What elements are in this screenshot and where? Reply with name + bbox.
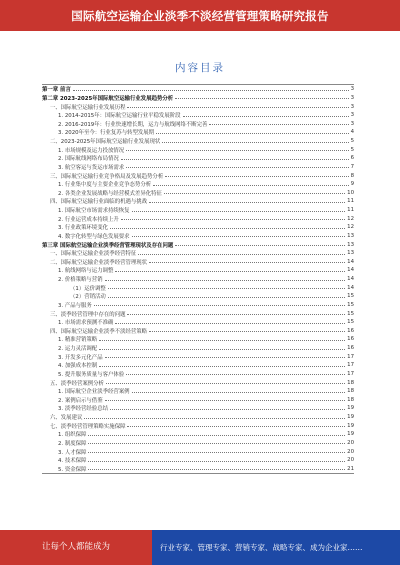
- toc-entry-page: 6: [350, 155, 354, 162]
- toc-entry-page: 7: [350, 163, 354, 170]
- toc-entry[interactable]: [42, 404, 354, 413]
- toc-entry-page: 18: [347, 396, 354, 403]
- toc-entry[interactable]: [42, 309, 354, 318]
- toc-entry[interactable]: [42, 94, 354, 103]
- table-of-contents: [42, 84, 354, 474]
- dot-leader: [162, 142, 348, 143]
- dot-leader: [126, 374, 345, 375]
- toc-entry-label: 二、2023-2025年国际航空运输行业发展现状: [42, 137, 161, 145]
- toc-entry-page: 14: [347, 258, 354, 265]
- toc-entry-label: 第一章 前言: [42, 87, 71, 94]
- toc-entry-label: 4. 数字化转型与绿色发展要求: [42, 232, 131, 240]
- toc-entry[interactable]: [42, 352, 354, 361]
- toc-entry-label: 一、国际航空运输企业淡季经营特征: [42, 249, 137, 257]
- toc-entry[interactable]: [42, 361, 354, 370]
- dot-leader: [138, 254, 345, 255]
- toc-entry-label: 三、淡季经营管理中存在的问题: [42, 310, 126, 318]
- dot-leader: [132, 236, 346, 237]
- report-title: 国际航空运输企业淡季不淡经营管理策略研究报告: [71, 9, 329, 23]
- dot-leader: [132, 211, 346, 212]
- toc-entry[interactable]: [42, 292, 354, 301]
- toc-entry-label: 2. 2016-2019年：行业快速增长期，运力与航线网络不断完善: [42, 120, 208, 128]
- toc-entry[interactable]: [42, 154, 354, 163]
- toc-entry-label: 六、发展建议: [42, 413, 83, 421]
- dot-leader: [175, 98, 348, 99]
- toc-entry-label: 4. 技术保障: [42, 456, 87, 464]
- toc-entry-label: 1. 国际航空市场需求持续恢复: [42, 206, 131, 214]
- dot-leader: [105, 400, 346, 401]
- toc-entry[interactable]: [42, 120, 354, 129]
- toc-entry-label: 3. 开发多元化产品: [42, 353, 104, 361]
- toc-entry[interactable]: [42, 387, 354, 396]
- toc-entry[interactable]: [42, 301, 354, 310]
- toc-entry[interactable]: [42, 465, 354, 474]
- toc-entry-label: 1. 国际航空企业淡季经营案例: [42, 387, 131, 395]
- dot-leader: [88, 443, 345, 444]
- toc-entry-page: 8: [350, 172, 354, 179]
- dot-leader: [110, 228, 345, 229]
- toc-entry[interactable]: [42, 223, 354, 232]
- dot-leader: [175, 245, 345, 246]
- toc-entry[interactable]: [42, 258, 354, 267]
- toc-entry-page: 19: [347, 405, 354, 412]
- toc-entry[interactable]: [42, 206, 354, 215]
- toc-entry-page: 3: [350, 103, 354, 110]
- toc-entry[interactable]: [42, 240, 354, 249]
- dot-leader: [106, 383, 345, 384]
- toc-entry[interactable]: [42, 370, 354, 379]
- toc-entry[interactable]: [42, 335, 354, 344]
- toc-entry-label: 3. 产品与服务: [42, 301, 93, 309]
- toc-entry-page: 11: [347, 198, 354, 205]
- dot-leader: [110, 409, 345, 410]
- toc-entry[interactable]: [42, 430, 354, 439]
- dot-leader: [99, 349, 345, 350]
- toc-entry-label: 七、淡季经营管理策略实施保障: [42, 422, 126, 430]
- toc-entry-label: 2. 各类企业发展战略与经营模式差异化特征: [42, 189, 163, 197]
- toc-entry[interactable]: [42, 180, 354, 189]
- toc-entry-page: 15: [347, 319, 354, 326]
- toc-entry[interactable]: [42, 439, 354, 448]
- toc-entry-label: 五、淡季经营案例分析: [42, 379, 105, 387]
- toc-entry-page: 15: [347, 310, 354, 317]
- toc-entry-page: 15: [347, 301, 354, 308]
- footer-slogan-right: 行业专家、管理专家、营销专家、战略专家、成为企业家……: [160, 543, 363, 552]
- toc-entry-label: 1. 市场需求预测不准确: [42, 318, 114, 326]
- toc-entry-page: 12: [347, 215, 354, 222]
- toc-entry-page: 17: [347, 353, 354, 360]
- toc-entry-page: 19: [347, 414, 354, 421]
- toc-entry-page: 17: [347, 370, 354, 377]
- toc-entry-page: 5: [350, 138, 354, 145]
- toc-entry-label: 3. 人才保障: [42, 448, 87, 456]
- toc-entry-label: 3. 行业政策环境变化: [42, 223, 109, 231]
- toc-entry-page: 17: [347, 362, 354, 369]
- dot-leader: [99, 366, 345, 367]
- toc-entry-page: 5: [350, 146, 354, 153]
- toc-entry[interactable]: [42, 85, 354, 94]
- dot-leader: [149, 202, 345, 203]
- toc-entry-page: 14: [347, 267, 354, 274]
- toc-entry-label: 三、国际航空运输行业竞争格局及发展趋势分析: [42, 172, 164, 180]
- toc-entry[interactable]: [42, 249, 354, 258]
- toc-entry[interactable]: [42, 137, 354, 146]
- toc-entry-label: （1）运价调整: [42, 284, 107, 292]
- toc-entry[interactable]: [42, 318, 354, 327]
- toc-entry-page: 15: [347, 293, 354, 300]
- dot-leader: [115, 323, 345, 324]
- dot-leader: [164, 193, 345, 194]
- toc-entry[interactable]: [42, 111, 354, 120]
- toc-entry-label: 2. 运力灵活调配: [42, 344, 98, 352]
- dot-leader: [108, 288, 345, 289]
- dot-leader: [88, 461, 345, 462]
- dot-leader: [209, 124, 348, 125]
- toc-entry-page: 13: [347, 232, 354, 239]
- toc-entry-label: 四、国际航空运输行业面临的机遇与挑战: [42, 197, 148, 205]
- toc-entry-page: 3: [350, 120, 354, 127]
- toc-entry[interactable]: [42, 232, 354, 241]
- dot-leader: [183, 116, 349, 117]
- dot-leader: [153, 185, 348, 186]
- toc-entry-page: 11: [347, 207, 354, 214]
- toc-entry-label: 第二章 2023-2025年国际航空运输行业发展趋势分析: [42, 95, 174, 102]
- dot-leader: [121, 159, 349, 160]
- toc-entry[interactable]: [42, 447, 354, 456]
- toc-entry-page: 14: [347, 276, 354, 283]
- dot-leader: [88, 469, 345, 470]
- toc-entry-label: 5. 提升服务质量与客户体验: [42, 370, 125, 378]
- dot-leader: [126, 167, 348, 168]
- dot-leader: [127, 426, 345, 427]
- dot-leader: [121, 219, 345, 220]
- toc-entry-page: 16: [347, 336, 354, 343]
- dot-leader: [115, 271, 345, 272]
- toc-entry-label: 3. 航空客运与货运市场需求: [42, 163, 125, 171]
- toc-entry[interactable]: [42, 102, 354, 111]
- toc-entry-label: 1. 行业集中度与主要企业竞争态势分析: [42, 180, 152, 188]
- toc-entry-page: 20: [347, 448, 354, 455]
- toc-entry-label: 1. 精准营销策略: [42, 335, 98, 343]
- toc-entry[interactable]: [42, 327, 354, 336]
- toc-entry-label: 2. 价格策略与营销: [42, 275, 104, 283]
- toc-entry[interactable]: [42, 275, 354, 284]
- toc-entry[interactable]: [42, 344, 354, 353]
- toc-entry-label: 1. 组织保障: [42, 430, 87, 438]
- toc-entry-label: 2. 案例启示与借鉴: [42, 396, 104, 404]
- toc-entry[interactable]: [42, 171, 354, 180]
- toc-entry-label: 3. 淡季经营经验总结: [42, 404, 109, 412]
- dot-leader: [94, 305, 345, 306]
- toc-entry-page: 21: [347, 465, 354, 472]
- toc-entry-page: 20: [347, 439, 354, 446]
- dot-leader: [132, 392, 346, 393]
- toc-entry-page: 12: [347, 224, 354, 231]
- toc-entry-label: 1. 市场规模及运力投放情况: [42, 146, 125, 154]
- toc-entry-label: 2. 行业运营成本持续上升: [42, 215, 120, 223]
- dot-leader: [88, 435, 345, 436]
- dot-leader: [108, 297, 345, 298]
- toc-entry[interactable]: [42, 378, 354, 387]
- toc-entry-label: 1. 航线网络与运力调整: [42, 266, 114, 274]
- dot-leader: [127, 107, 348, 108]
- toc-entry-label: 2. 制度保障: [42, 439, 87, 447]
- toc-entry[interactable]: [42, 163, 354, 172]
- toc-entry[interactable]: [42, 145, 354, 154]
- toc-entry[interactable]: [42, 128, 354, 137]
- toc-entry-label: 3. 2020年至今：行业复苏与转型发展期: [42, 128, 155, 136]
- toc-entry-page: 13: [347, 241, 354, 248]
- toc-entry-page: 16: [347, 345, 354, 352]
- dot-leader: [156, 133, 349, 134]
- toc-entry-page: 3: [350, 112, 354, 119]
- toc-entry-page: 10: [347, 189, 354, 196]
- toc-entry[interactable]: [42, 413, 354, 422]
- dot-leader: [73, 90, 349, 91]
- toc-entry-page: 19: [347, 422, 354, 429]
- toc-entry-page: 14: [347, 284, 354, 291]
- dot-leader: [149, 331, 345, 332]
- toc-entry-page: 20: [347, 457, 354, 464]
- toc-entry[interactable]: [42, 214, 354, 223]
- toc-entry-page: 16: [347, 327, 354, 334]
- toc-entry-label: 1. 2014-2015年：国际航空运输行业平稳发展阶段: [42, 111, 182, 119]
- toc-entry[interactable]: [42, 266, 354, 275]
- toc-entry-label: 二、国际航空运输企业淡季经营管理现状: [42, 258, 148, 266]
- toc-entry-page: 9: [350, 181, 354, 188]
- page-footer: [0, 530, 400, 565]
- toc-entry-label: 5. 资金保障: [42, 465, 87, 473]
- dot-leader: [127, 314, 345, 315]
- dot-leader: [105, 280, 346, 281]
- dot-leader: [126, 150, 348, 151]
- toc-entry-page: 18: [347, 388, 354, 395]
- dot-leader: [99, 340, 345, 341]
- footer-slogan-left: 让每个人都能成为: [0, 530, 152, 565]
- toc-entry-page: 3: [350, 86, 354, 93]
- toc-entry[interactable]: [42, 283, 354, 292]
- toc-entry[interactable]: [42, 421, 354, 430]
- page-header: [0, 0, 400, 31]
- dot-leader: [149, 262, 345, 263]
- toc-entry[interactable]: [42, 396, 354, 405]
- toc-entry-page: 13: [347, 250, 354, 257]
- dot-leader: [105, 357, 346, 358]
- toc-entry-page: 18: [347, 379, 354, 386]
- toc-entry-page: 19: [347, 431, 354, 438]
- toc-entry-label: 四、国际航空运输企业淡季不淡经营策略: [42, 327, 148, 335]
- toc-entry-page: 4: [350, 129, 354, 136]
- toc-entry[interactable]: [42, 189, 354, 198]
- toc-entry-label: 4. 加强成本控制: [42, 361, 98, 369]
- toc-entry[interactable]: [42, 197, 354, 206]
- dot-leader: [88, 452, 345, 453]
- toc-entry-page: 3: [350, 94, 354, 101]
- dot-leader: [165, 176, 348, 177]
- toc-entry-label: 一、国际航空运输行业发展历程: [42, 103, 126, 111]
- toc-heading: 内容目录: [175, 62, 225, 74]
- toc-entry-label: 2. 国际航线网络布局情况: [42, 154, 120, 162]
- toc-entry-label: 第三章 国际航空运输企业淡季经营管理现状及存在问题: [42, 242, 174, 249]
- dot-leader: [84, 418, 345, 419]
- toc-entry[interactable]: [42, 456, 354, 465]
- toc-entry-label: （2）营销活动: [42, 292, 107, 300]
